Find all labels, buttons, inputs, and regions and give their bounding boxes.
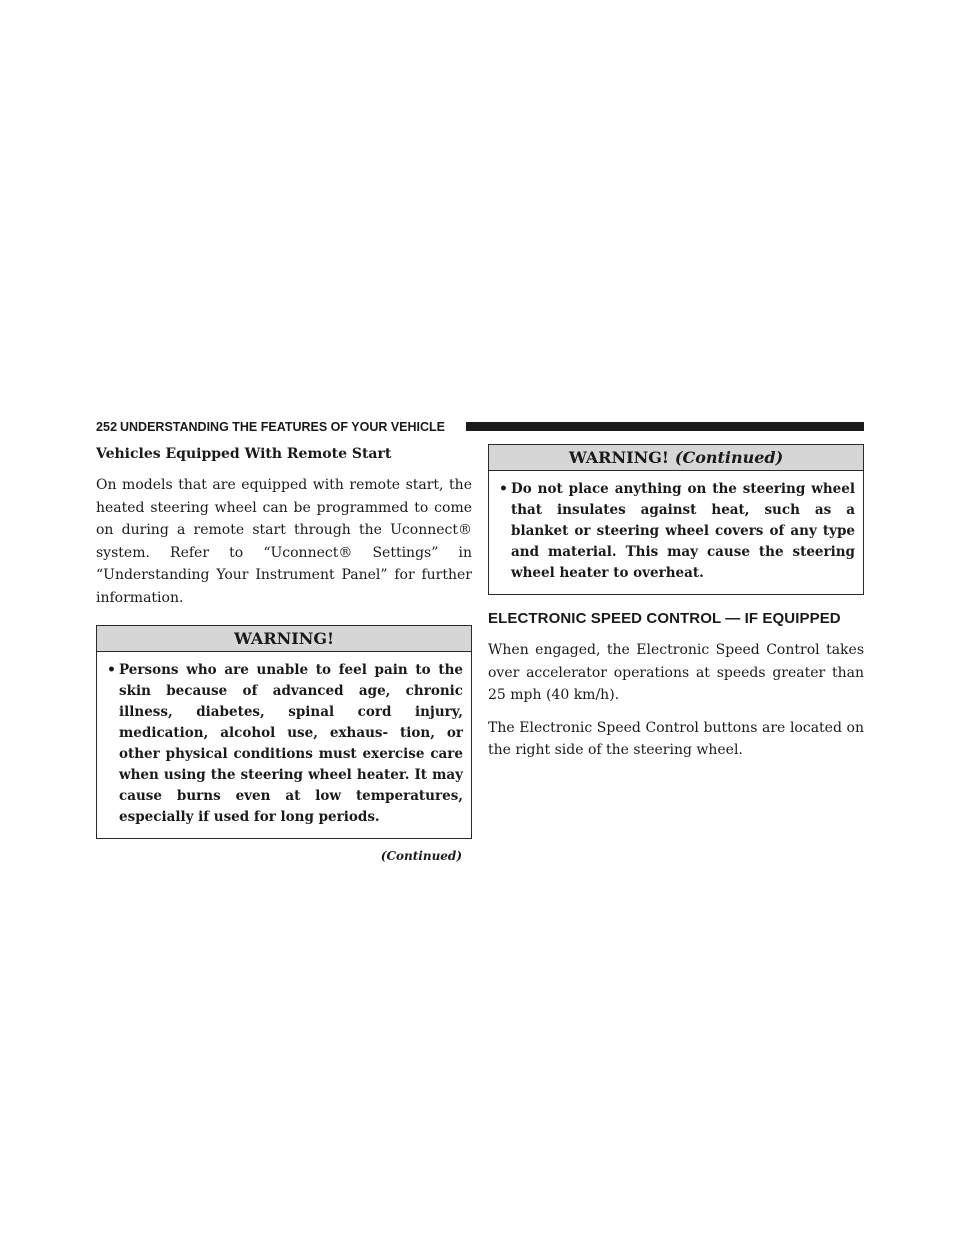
continued-note: (Continued) <box>380 849 462 863</box>
warning-bullet <box>107 660 463 828</box>
speed-control-paragraph: When engaged, the Electronic Speed Control takes over accelerator operations at speeds greater than 25 mph (40 km/h). <box>488 642 864 703</box>
bullet-icon: • <box>107 662 116 678</box>
warning-title: WARNING! <box>568 448 669 467</box>
warning-body <box>489 471 863 594</box>
warning-box <box>96 625 472 839</box>
warning-bullet-text: Persons who are unable to feel pain to the skin because of advanced age, chronic illness, diabetes, spinal cord injury, medication, alcohol use, exhaus- tion, or other physical conditions must exercise care when using the steering wheel heater. It may cause burns even at low temperatures, especially if used for long periods. <box>119 662 463 825</box>
warning-body <box>97 652 471 838</box>
speed-control-buttons-paragraph: The Electronic Speed Control buttons are located on the right side of the steering wheel. <box>488 719 864 758</box>
warning-header <box>489 445 863 471</box>
warning-header <box>97 626 471 652</box>
chapter-title: UNDERSTANDING THE FEATURES OF YOUR VEHICLE <box>120 420 446 434</box>
warning-bullet <box>499 479 855 584</box>
bullet-icon: • <box>499 481 508 497</box>
warning-title: WARNING! <box>233 629 335 648</box>
warning-box-continued <box>488 444 864 595</box>
warning-continued-label: (Continued) <box>674 448 784 467</box>
page-header <box>96 419 864 435</box>
warning-bullet-text: Do not place anything on the steering wheel that insulates against heat, such as a blanket or steering wheel covers of any type and material. This may cause the steering wheel heater to overheat. <box>511 481 855 581</box>
left-column <box>96 444 472 864</box>
remote-start-subheading: Vehicles Equipped With Remote Start <box>96 446 392 462</box>
right-column <box>488 444 864 762</box>
remote-start-paragraph: On models that are equipped with remote start, the heated steering wheel can be programmed to come on during a remote start through the Uconnect® system. Refer to “Uconnect® Settings” in “Understanding Your Instrument Panel” for further information. <box>96 477 472 606</box>
section-title: ELECTRONIC SPEED CONTROL — IF EQUIPPED <box>488 610 841 627</box>
page-number: 252 <box>96 420 118 434</box>
header-rule <box>466 422 864 431</box>
